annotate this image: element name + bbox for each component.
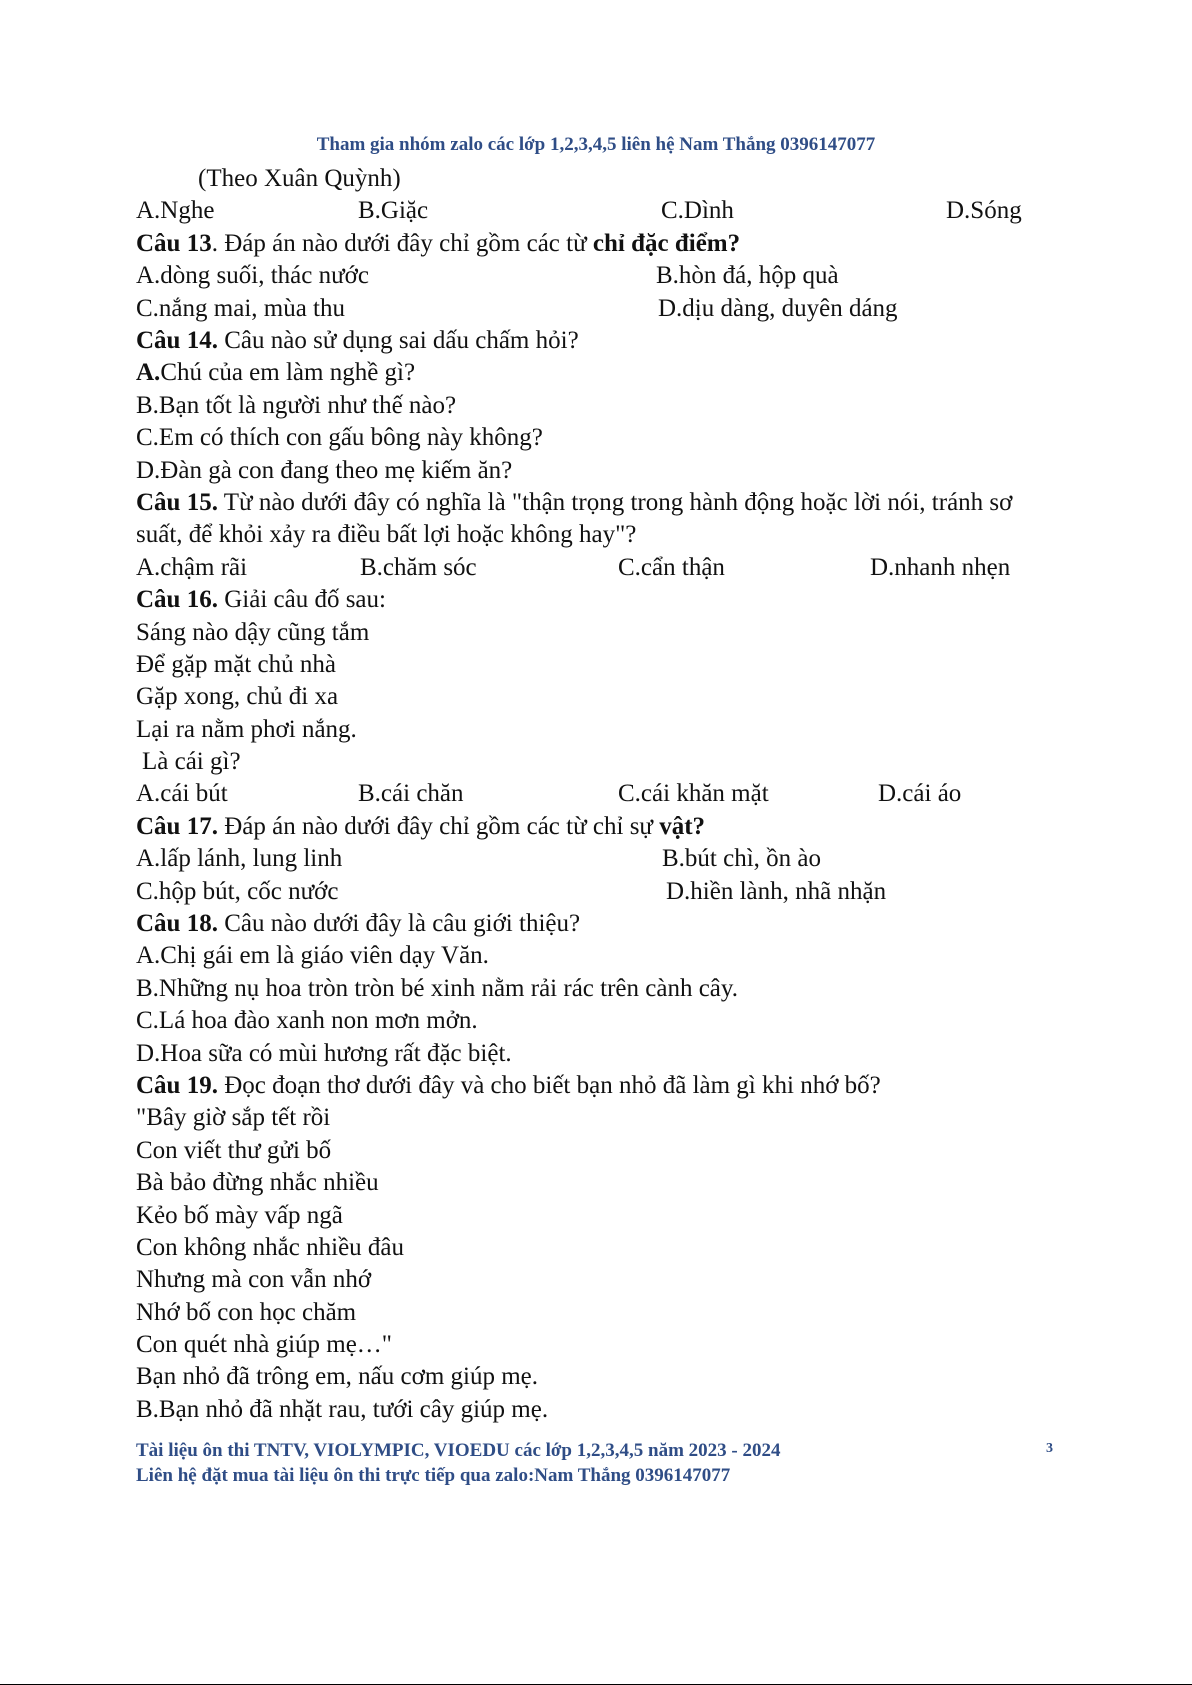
option-a: A.Nghe bbox=[136, 197, 215, 225]
q17-options-row2 bbox=[136, 876, 1056, 908]
q13-options-row1 bbox=[136, 260, 1056, 292]
option-d: D.Đàn gà con đang theo mẹ kiếm ăn? bbox=[136, 456, 513, 484]
option-text: Chú của em làm nghề gì? bbox=[160, 359, 416, 387]
question-19 bbox=[136, 1070, 1056, 1102]
option-c: C.Lá hoa đào xanh non mơn mởn. bbox=[136, 1007, 478, 1035]
option-a bbox=[136, 357, 1056, 389]
question-emphasis: vật? bbox=[659, 812, 706, 840]
question-label: Câu 17. bbox=[136, 812, 218, 840]
question-text: Giải câu đố sau: bbox=[217, 586, 386, 614]
question-17 bbox=[136, 811, 1056, 843]
footer-line-2: Liên hệ đặt mua tài liệu ôn thi trực tiếp qua zalo:Nam Thắng 0396147077 bbox=[136, 1465, 731, 1486]
poem-line: Con không nhắc nhiều đâu bbox=[136, 1233, 405, 1261]
option-d: D.Hoa sữa có mùi hương rất đặc biệt. bbox=[136, 1039, 512, 1067]
riddle-ask: Là cái gì? bbox=[142, 748, 241, 776]
question-label: Câu 16. bbox=[136, 586, 218, 614]
option-a: A.Chị gái em là giáo viên dạy Văn. bbox=[136, 942, 489, 970]
option-c: C.cẩn thận bbox=[618, 553, 725, 581]
option-b: B.Bạn tốt là người như thế nào? bbox=[136, 391, 457, 419]
option-b: B.Những nụ hoa tròn tròn bé xinh nằm rải rác trên cành cây. bbox=[136, 974, 739, 1002]
option-b: B.chăm sóc bbox=[360, 553, 477, 581]
poem-source: (Theo Xuân Quỳnh) bbox=[198, 165, 401, 192]
question-text: Câu nào dưới đây là câu giới thiệu? bbox=[217, 910, 581, 938]
riddle-line: Lại ra nằm phơi nắng. bbox=[136, 715, 357, 743]
question-18 bbox=[136, 908, 1056, 940]
question-label: Câu 18. bbox=[136, 910, 218, 938]
poem-line: Con viết thư gửi bố bbox=[136, 1136, 332, 1164]
option-a: A.chậm rãi bbox=[136, 553, 248, 581]
question-text: Đọc đoạn thơ dưới đây và cho biết bạn nhỏ đã làm gì khi nhớ bố? bbox=[217, 1071, 881, 1099]
option-b: B.Giặc bbox=[358, 197, 429, 225]
riddle-line: Sáng nào dậy cũng tắm bbox=[136, 618, 370, 646]
question-13 bbox=[136, 228, 1056, 260]
option-c: C.hộp bút, cốc nước bbox=[136, 877, 339, 905]
page-header: Tham gia nhóm zalo các lớp 1,2,3,4,5 liên hệ Nam Thắng 0396147077 bbox=[316, 134, 876, 155]
poem-line: Nhưng mà con vẫn nhớ bbox=[136, 1266, 372, 1294]
option-letter: A. bbox=[136, 359, 161, 387]
poem-line: Bà bảo đừng nhắc nhiều bbox=[136, 1169, 379, 1197]
option-d: D.hiền lành, nhã nhặn bbox=[666, 877, 887, 905]
question-text: . Đáp án nào dưới đây chỉ gồm các từ bbox=[211, 229, 593, 257]
option-d: D.nhanh nhẹn bbox=[870, 553, 1011, 581]
option-c: C.cái khăn mặt bbox=[618, 780, 769, 808]
option-d: D.dịu dàng, duyên dáng bbox=[658, 294, 898, 322]
poem-line: "Bây giờ sắp tết rồi bbox=[136, 1104, 331, 1132]
option-d: D.Sóng bbox=[946, 197, 1022, 225]
question-text: Câu nào sử dụng sai dấu chấm hỏi? bbox=[217, 326, 579, 354]
poem-line: Con quét nhà giúp mẹ…" bbox=[136, 1331, 393, 1359]
intro-options bbox=[136, 195, 1056, 227]
poem-line: Kẻo bố mày vấp ngã bbox=[136, 1201, 343, 1229]
q15-options bbox=[136, 552, 1056, 584]
question-emphasis: chỉ đặc điểm? bbox=[592, 229, 741, 257]
question-label: Câu 13 bbox=[136, 229, 212, 257]
option-a: A.cái bút bbox=[136, 780, 228, 808]
question-16 bbox=[136, 584, 1056, 616]
option-a: A.dòng suối, thác nước bbox=[136, 262, 369, 290]
page-number: 3 bbox=[1046, 1441, 1053, 1456]
option-c: C.Dình bbox=[661, 197, 734, 225]
poem-line: Nhớ bố con học chăm bbox=[136, 1298, 357, 1326]
question-14 bbox=[136, 325, 1056, 357]
question-label: Câu 14. bbox=[136, 326, 218, 354]
option-b: B.hòn đá, hộp quà bbox=[656, 262, 839, 290]
option-b: B.Bạn nhỏ đã nhặt rau, tưới cây giúp mẹ. bbox=[136, 1395, 549, 1423]
riddle-line: Để gặp mặt chủ nhà bbox=[136, 650, 336, 678]
riddle-line: Gặp xong, chủ đi xa bbox=[136, 683, 339, 711]
q13-options-row2 bbox=[136, 293, 1056, 325]
option-c: C.Em có thích con gấu bông này không? bbox=[136, 424, 543, 452]
option-a: Bạn nhỏ đã trông em, nấu cơm giúp mẹ. bbox=[136, 1363, 539, 1391]
question-text: Từ nào dưới đây có nghĩa là "thận trọng trong hành động hoặc lời nói, tránh sơ suất, để khỏi xảy ra điều bất lợi hoặc không hay"? bbox=[136, 488, 1013, 549]
question-text: Đáp án nào dưới đây chỉ gồm các từ chỉ sự bbox=[217, 812, 660, 840]
q16-options bbox=[136, 778, 1056, 810]
option-d: D.cái áo bbox=[878, 780, 962, 808]
q17-options-row1 bbox=[136, 843, 1056, 875]
footer-line-1: Tài liệu ôn thi TNTV, VIOLYMPIC, VIOEDU các lớp 1,2,3,4,5 năm 2023 - 2024 bbox=[136, 1440, 781, 1461]
option-c: C.nắng mai, mùa thu bbox=[136, 294, 345, 322]
question-label: Câu 15. bbox=[136, 488, 218, 516]
option-b: B.bút chì, ồn ào bbox=[662, 845, 822, 873]
question-label: Câu 19. bbox=[136, 1071, 218, 1099]
option-b: B.cái chăn bbox=[358, 780, 464, 808]
option-a: A.lấp lánh, lung linh bbox=[136, 845, 343, 873]
question-15 bbox=[136, 487, 1056, 552]
question-content bbox=[136, 163, 1056, 1426]
